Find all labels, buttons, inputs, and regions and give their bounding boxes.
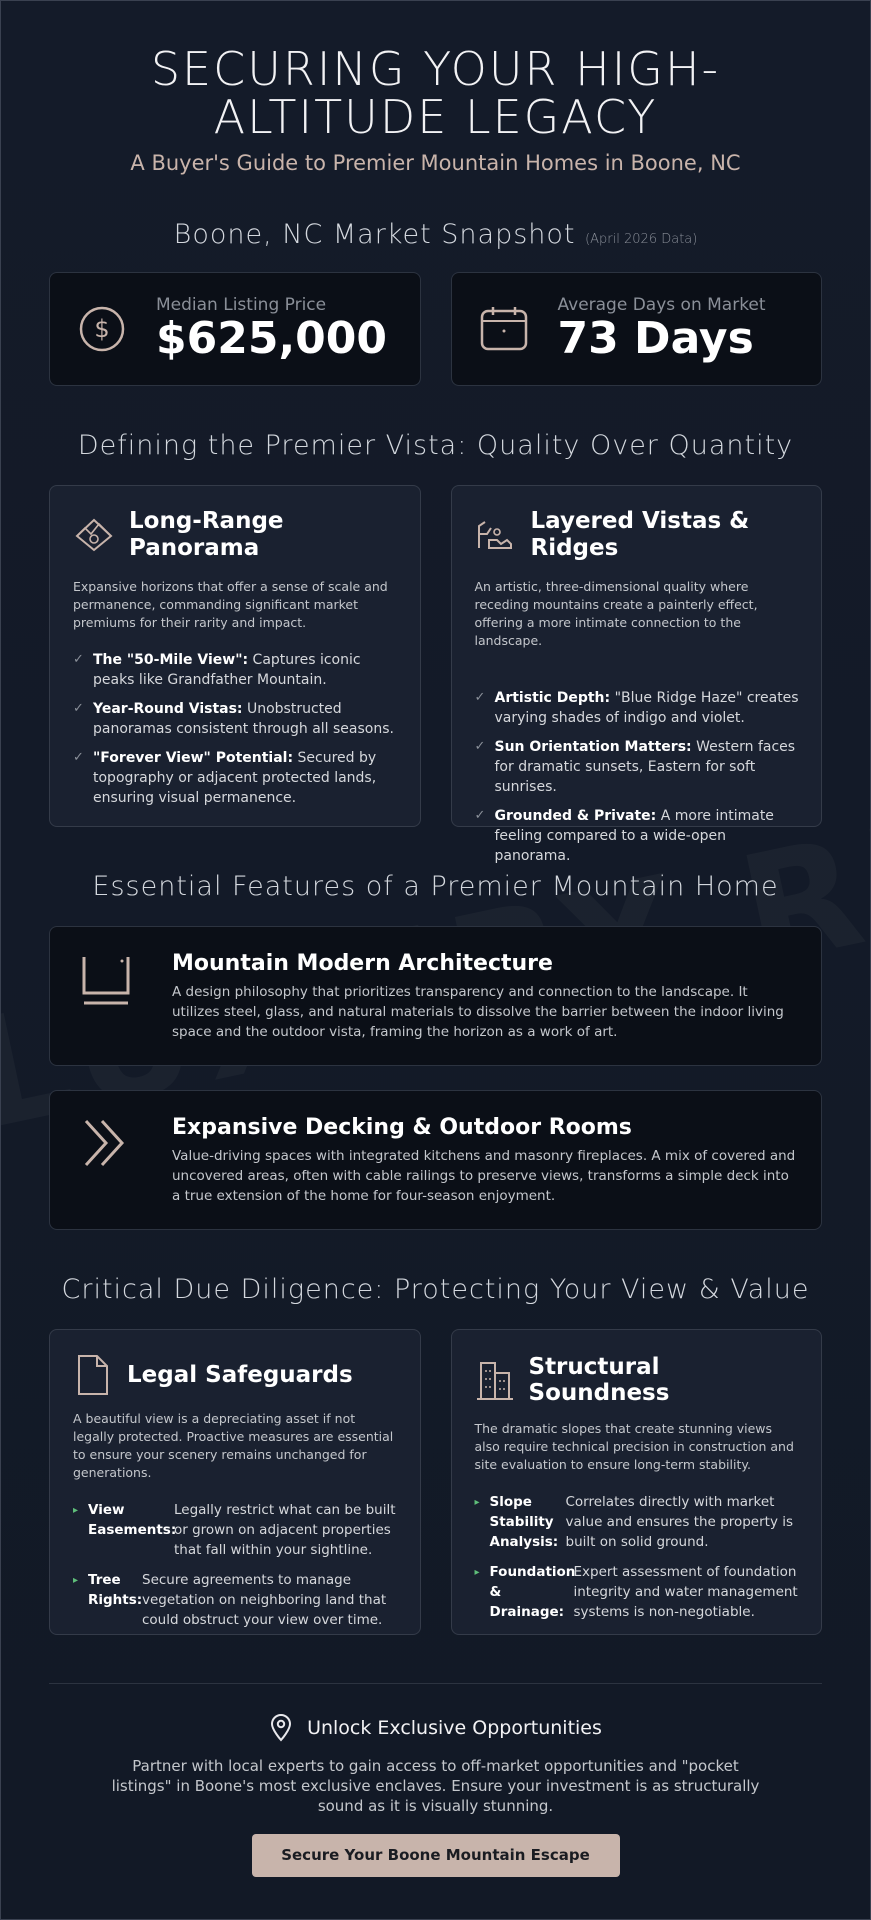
bullet-arrow-icon: ▸: [474, 1567, 480, 1578]
check-icon: ✓: [73, 750, 84, 765]
diligence-card-legal: [49, 1329, 421, 1635]
item-bold: Artistic Depth:: [494, 690, 611, 706]
card-header: [475, 508, 800, 562]
dollar-icon: [78, 305, 126, 353]
diligence-title: Critical Due Diligence: Protecting Your View & Value: [61, 1274, 810, 1305]
location-pin-icon: [269, 1714, 293, 1742]
check-icon: ✓: [73, 701, 84, 716]
svg-text:$: $: [94, 315, 110, 343]
stat-label: Median Listing Price: [156, 295, 327, 315]
bullet-arrow-icon: ▸: [474, 1497, 480, 1508]
item-bold: Tree Rights:: [88, 1572, 143, 1608]
vista-title: Defining the Premier Vista: Quality Over Quantity: [77, 430, 794, 461]
check-list: [475, 688, 800, 866]
stat-value: $625,000: [156, 313, 388, 364]
check-icon: ✓: [474, 808, 486, 823]
item-bold: The "50-Mile View":: [93, 652, 249, 668]
card-description: A beautiful view is a depreciating asset if not legally protected. Proactive measures are essential to ensure your scenery remains unchanged for generations.: [73, 1411, 394, 1480]
list-item: [73, 1500, 398, 1560]
feature-text: Value-driving spaces with integrated kitchens and masonry fireplaces. A mix of covered and uncovered areas, often with cable railings to preserve views, transforms a simple deck into a true extension of the home for four-season enjoyment.: [172, 1148, 796, 1204]
item-text: Western faces for dramatic sunsets, Eastern for soft sunrises.: [494, 739, 796, 795]
check-icon: ✓: [474, 739, 486, 754]
document-icon: [73, 1354, 113, 1396]
list-item: [475, 688, 800, 728]
item-bold: Year-Round Vistas:: [93, 701, 243, 717]
panorama-icon: [73, 514, 115, 556]
list-item: [475, 737, 800, 797]
check-list: [73, 650, 398, 808]
architecture-icon: [78, 951, 134, 1007]
item-text: Correlates directly with market value and ensures the property is built on solid ground.: [565, 1494, 794, 1550]
cta-heading: Unlock Exclusive Opportunities: [307, 1717, 602, 1739]
list-item: [475, 1492, 800, 1552]
item-text: Legally restrict what can be built or grown on adjacent properties that fall within your sightline.: [174, 1502, 396, 1558]
list-item: [73, 650, 398, 690]
hero-subtitle: A Buyer's Guide to Premier Mountain Homes in Boone, NC: [130, 151, 741, 175]
item-bold: Sun Orientation Matters:: [494, 739, 692, 755]
list-item: [73, 1570, 398, 1630]
features-title: Essential Features of a Premier Mountain Home: [92, 871, 779, 902]
cta-text: Partner with local experts to gain access to off-market opportunities and "pocket listings" in Boone's most exclusive enclaves. Ensure your investment is as structurally sound as it is visually stunning.: [111, 1757, 760, 1815]
secure-escape-button[interactable]: Secure Your Boone Mountain Escape: [252, 1834, 620, 1877]
feature-title: Mountain Modern Architecture: [172, 951, 553, 976]
card-title: Long-Range Panorama: [129, 508, 284, 561]
list-item: [475, 806, 800, 866]
vista-card-ridges: [451, 485, 823, 864]
hero-title: SECURING YOUR HIGH-ALTITUDE LEGACY: [150, 42, 721, 144]
cta-section: [49, 1683, 822, 1877]
ridges-icon: [475, 514, 517, 556]
bullet-arrow-icon: ▸: [73, 1505, 79, 1516]
card-header: [73, 508, 398, 562]
stat-label: Average Days on Market: [557, 295, 766, 315]
feature-card-decking: [49, 1090, 822, 1230]
arrow-list: [475, 1492, 800, 1622]
card-description: An artistic, three-dimensional quality where receding mountains create a painterly effect, offering a more intimate connection to the landscape.: [474, 579, 758, 648]
arrow-list: [73, 1500, 398, 1630]
diligence-cards: [49, 1329, 822, 1635]
item-text: Secure agreements to manage vegetation on neighboring land that could obstruct your view over time.: [142, 1572, 387, 1628]
item-text: Expert assessment of foundation integrity and water management systems is non-negotiable.: [573, 1564, 798, 1620]
diligence-card-structural: [451, 1329, 823, 1635]
vista-card-panorama: [49, 485, 421, 827]
item-text: Secured by topography or adjacent protected lands, ensuring visual permanence.: [93, 750, 377, 806]
item-bold: Slope Stability Analysis:: [489, 1494, 559, 1550]
feature-text: A design philosophy that prioritizes transparency and connection to the landscape. It utilizes steel, glass, and natural materials to dissolve the barrier between the indoor living space and the outdoor vista, framing the horizon as a work of art.: [172, 984, 784, 1040]
item-bold: View Easements:: [88, 1502, 177, 1538]
stats-row: [49, 272, 822, 386]
snapshot-note: (April 2026 Data): [585, 232, 698, 247]
cta-header: [49, 1714, 822, 1742]
vista-cards: [49, 485, 822, 864]
list-item: [73, 699, 398, 739]
card-title: Structural Soundness: [528, 1354, 670, 1406]
building-icon: [475, 1359, 515, 1401]
double-chevron-icon: [78, 1115, 134, 1171]
stat-card-days-on-market: [451, 272, 823, 386]
content: [1, 42, 870, 1877]
card-title: Layered Vistas & Ridges: [530, 508, 750, 561]
card-description: The dramatic slopes that create stunning views also require technical precision in construction and site evaluation to ensure long-term stability.: [474, 1421, 794, 1472]
check-icon: ✓: [474, 690, 486, 705]
card-header: [73, 1354, 398, 1396]
item-text: Unobstructed panoramas consistent through all seasons.: [93, 701, 394, 737]
stat-card-median-price: [49, 272, 421, 386]
item-text: "Blue Ridge Haze" creates varying shades of indigo and violet.: [494, 690, 799, 726]
item-bold: Grounded & Private:: [494, 808, 657, 824]
snapshot-title: [49, 219, 822, 250]
stat-value: 73 Days: [557, 313, 754, 364]
card-title: Legal Safeguards: [127, 1362, 353, 1388]
bullet-arrow-icon: ▸: [73, 1575, 79, 1586]
item-text: Captures iconic peaks like Grandfather Mountain.: [93, 652, 361, 688]
card-header: [475, 1354, 800, 1406]
list-item: [73, 748, 398, 808]
feature-card-architecture: [49, 926, 822, 1066]
item-bold: Foundation & Drainage:: [489, 1564, 576, 1620]
card-description: Expansive horizons that offer a sense of scale and permanence, commanding significant market premiums for their rarity and impact.: [73, 579, 388, 630]
calendar-icon: [480, 305, 528, 353]
feature-title: Expansive Decking & Outdoor Rooms: [172, 1115, 632, 1140]
list-item: [475, 1562, 800, 1622]
item-text: A more intimate feeling compared to a wide-open panorama.: [494, 808, 774, 864]
snapshot-title-text: Boone, NC Market Snapshot: [173, 219, 576, 250]
item-bold: "Forever View" Potential:: [93, 750, 294, 766]
check-icon: ✓: [73, 652, 84, 667]
